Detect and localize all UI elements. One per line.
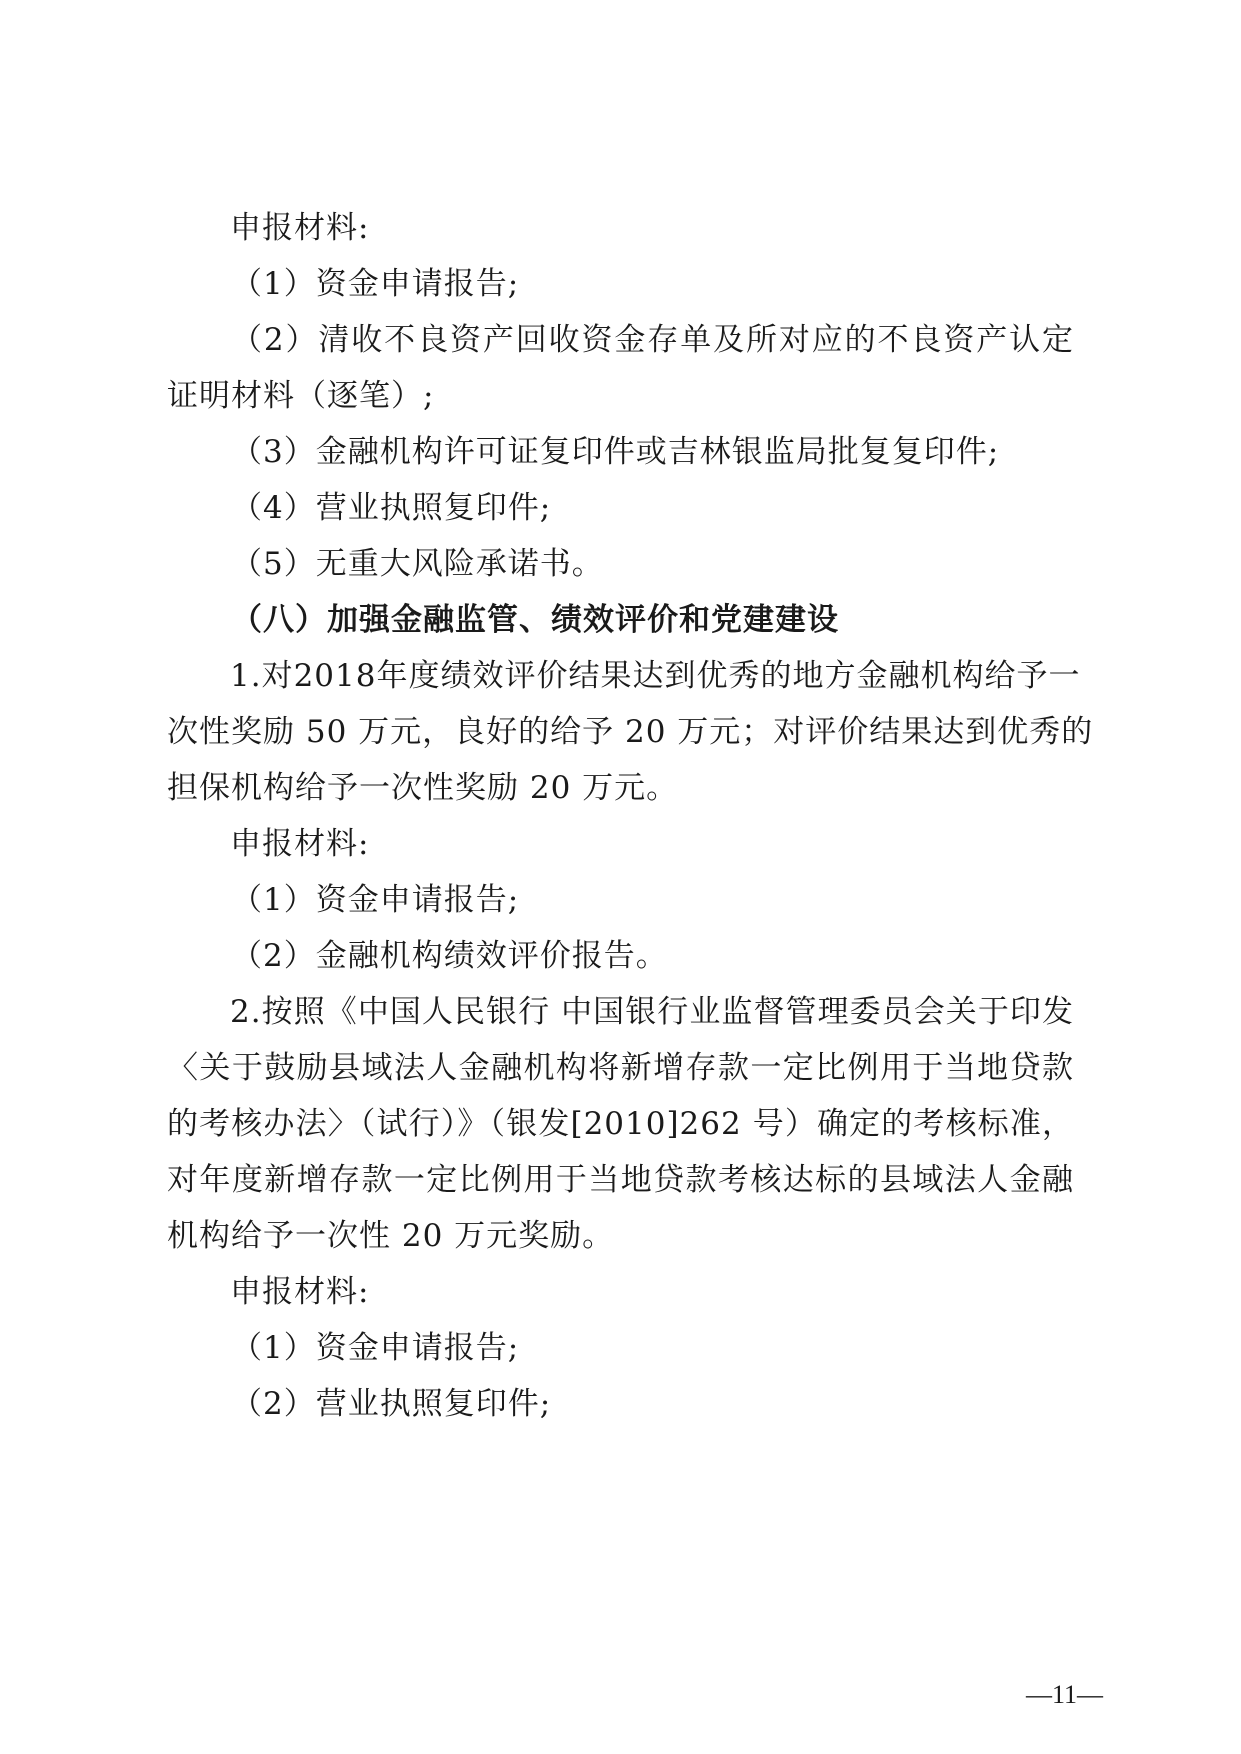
list-item: （2）清收不良资产回收资金存单及所对应的不良资产认定	[231, 322, 1074, 358]
paragraph-line: 对年度新增存款一定比例用于当地贷款考核达标的县域法人金融	[167, 1162, 1074, 1198]
section-heading: （八）加强金融监管、绩效评价和党建建设	[231, 602, 839, 638]
materials-label: 申报材料:	[230, 826, 370, 862]
list-item: （3）金融机构许可证复印件或吉林银监局批复复印件;	[231, 434, 1000, 470]
paragraph-line: 2.按照《中国人民银行 中国银行业监督管理委员会关于印发	[230, 994, 1074, 1030]
paragraph-line: 担保机构给予一次性奖励 20 万元。	[167, 770, 679, 806]
list-item: （1）资金申请报告;	[231, 1330, 520, 1366]
list-item: （1）资金申请报告;	[231, 266, 520, 302]
list-item-continuation: 证明材料（逐笔）;	[167, 378, 435, 414]
paragraph-line: 1.对2018年度绩效评价结果达到优秀的地方金融机构给予一	[230, 658, 1081, 694]
materials-label: 申报材料:	[230, 1274, 370, 1310]
list-item: （2）金融机构绩效评价报告。	[231, 938, 668, 974]
page-number: —11—	[1025, 1680, 1103, 1709]
paragraph-line: 次性奖励 50 万元，良好的给予 20 万元；对评价结果达到优秀的	[167, 714, 1094, 750]
paragraph-line: 机构给予一次性 20 万元奖励。	[167, 1218, 615, 1254]
materials-label: 申报材料:	[230, 210, 370, 246]
list-item: （4）营业执照复印件;	[231, 490, 552, 526]
paragraph-line: 的考核办法〉（试行）》（银发[2010]262 号）确定的考核标准，	[167, 1106, 1074, 1142]
list-item: （2）营业执照复印件;	[231, 1386, 552, 1422]
paragraph-line: 〈关于鼓励县域法人金融机构将新增存款一定比例用于当地贷款	[167, 1050, 1074, 1086]
list-item: （5）无重大风险承诺书。	[231, 546, 604, 582]
list-item: （1）资金申请报告;	[231, 882, 520, 918]
